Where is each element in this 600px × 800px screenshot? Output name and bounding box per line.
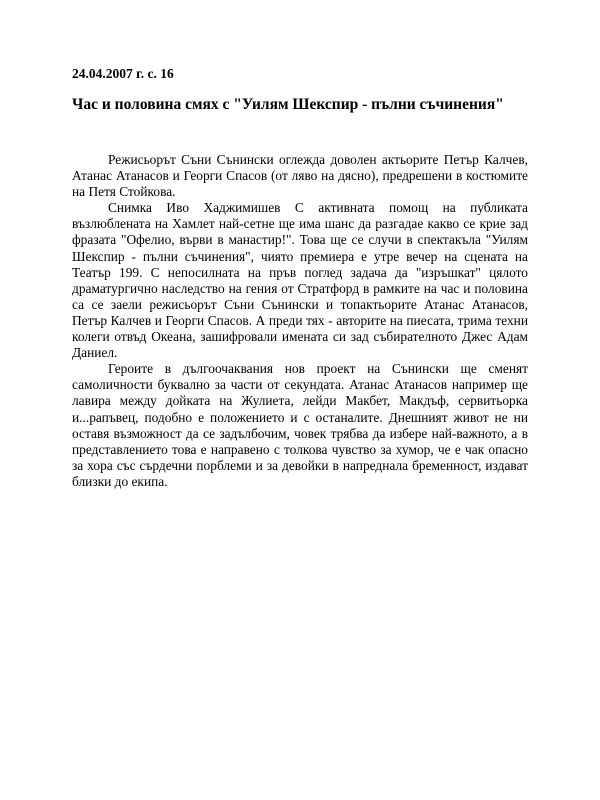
paragraph-caption: Режисьорът Съни Сънински оглежда доволен актьорите Петър Калчев, Атанас Атанасов и Георги Спасов (от ляво на дясно), предрешени в костюмите на Петя Стойкова. (72, 152, 528, 200)
article-body (72, 152, 528, 490)
paragraph-main: Снимка Иво Хаджимишев С активната помощ на публиката възлюблената на Хамлет най-сетне ще има шанс да разгадае какво се крие зад фразата "Офелио, върви в манастир!". Това ще се случи в спектакъла "Уилям Шекспир - пълни съчинения", чиято премиера е утре вечер на сцената на Театър 199. С непосилната на пръв поглед задача да "изръшкат" цялото драматургично наследство на гения от Стратфорд в рамките на час и половина са се заели режисьорът Съни Сънински и топактьорите Атанас Атанасов, Петър Калчев и Георги Спасов. А преди тях - авторите на пиесата, трима техни колеги отвъд Океана, зашифровали имената си зад събирателното Джес Адам Даниел. (72, 200, 528, 361)
date-line: 24.04.2007 г. с. 16 (72, 66, 174, 81)
headline: Час и половина смях с "Уилям Шекспир - пълни съчинения" (72, 96, 504, 113)
paragraph-closing: Героите в дългоочаквания нов проект на Сънински ще сменят самоличности буквално за части от секундата. Атанас Атанасов например ще лавира между дойката на Жулиета, лейди Макбет, Макдъф, сервитьорка и...рапъвец, подобно е положението и с останалите. Днешният живот не ни оставя възможност да се задълбочим, човек трябва да избере най-важното, а в представлението това е направено с толкова чувство за хумор, че е чак опасно за хора със сърдечни порблеми и за девойки в напреднала бременност, издават близки до екипа. (72, 361, 528, 489)
